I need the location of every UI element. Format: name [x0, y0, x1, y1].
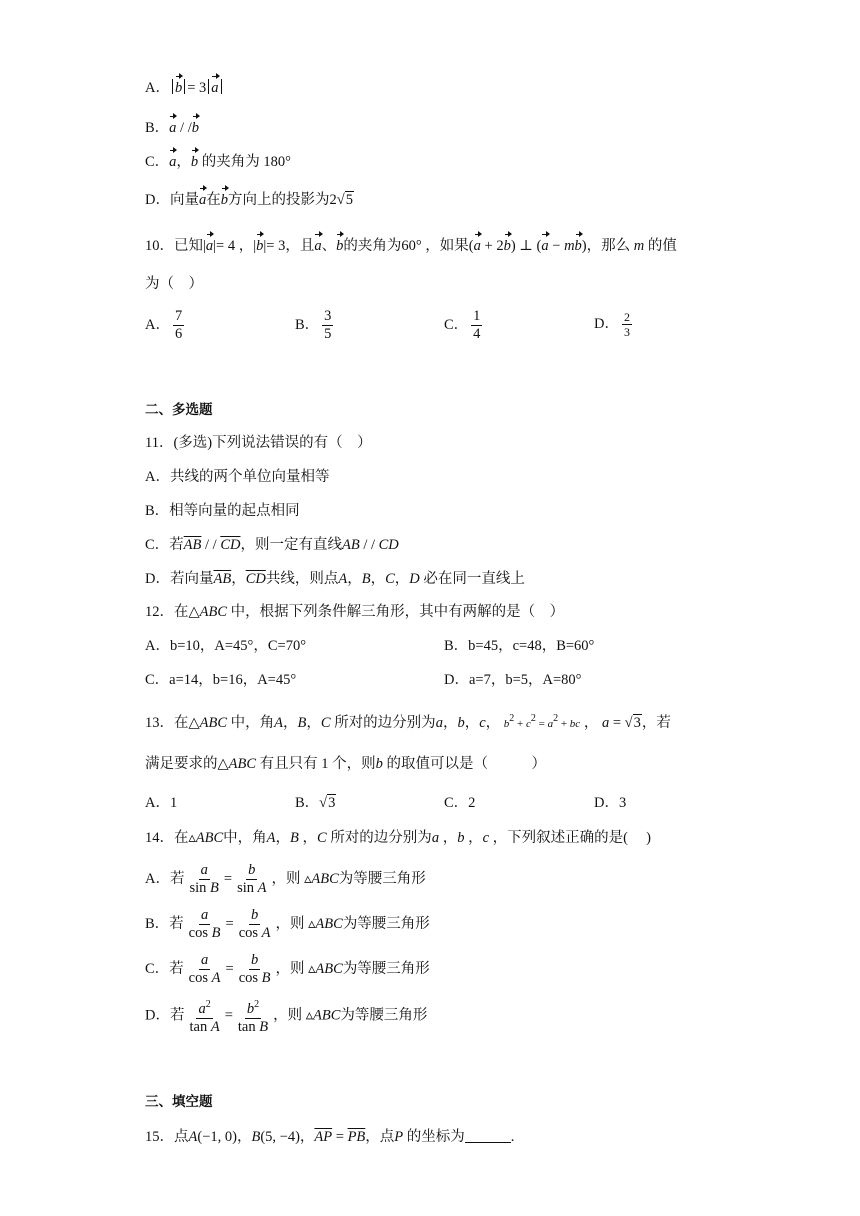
- q13-stem-line2: 满足要求的△ABC 有且只有 1 个，则b 的取值可以是（ ）: [145, 756, 547, 772]
- q9-option-d: D．向量a在b方向上的投影为2√5: [145, 192, 353, 208]
- q14-option-b: B．若 $\frac{a}{\text{cos B}}$ = $\frac{b}{\text{cos A}}$ ，则 ▵ABC为等腰三角形: [145, 907, 430, 942]
- q9-option-b: B．a / /b: [145, 120, 199, 136]
- q11-option-b: B．相等向量的起点相同: [145, 503, 300, 519]
- section-heading-multiple-choice: 二、多选题: [145, 402, 213, 418]
- q10-stem-line1: 10．已知|a|= 4 ，|b|= 3，且a、b的夹角为60° ，如果(a + 2b) ⊥ (a − mb)，那么 m 的值: [145, 238, 677, 254]
- q10-option-c: C． $\frac{1}{4}$: [444, 308, 481, 342]
- q12-option-b: B．b=45，c=48，B=60°: [444, 638, 595, 654]
- q11-option-c: C．若$\overline{AB}$ / / $\overline{CD}$，则一定有直线AB / / CD: [145, 537, 399, 553]
- q13-option-d: D．3: [594, 795, 627, 811]
- q11-option-a: A．共线的两个单位向量相等: [145, 469, 330, 485]
- q14-option-c: C．若 $\frac{a}{\text{cos A}}$ = $\frac{b}{\text{cos B}}$ ，则 ▵ABC为等腰三角形: [145, 952, 430, 987]
- q14-option-a: A．若 $\frac{a}{\text{sin B}}$ = $\frac{b}{\text{sin A}}$ ，则 ▵ABC为等腰三角形: [145, 862, 426, 897]
- q13-option-b: B．√3: [295, 795, 336, 811]
- q12-option-d: D．a=7，b=5，A=80°: [444, 672, 582, 688]
- section-heading-fill-in: 三、填空题: [145, 1094, 213, 1110]
- q10-option-b: B． $\frac{3}{5}$: [295, 308, 332, 342]
- q9-option-c: C．a，b 的夹角为 180°: [145, 154, 291, 170]
- q12-option-a: A．b=10，A=45°，C=70°: [145, 638, 306, 654]
- q14-option-d: D．若 $\frac{a^2}{\text{tan A}}$ = $\frac{b^2}{\text{tan B}}$ ，则 ▵ABC为等腰三角形: [145, 996, 427, 1036]
- q10-stem-line2: 为（ ）: [145, 276, 203, 292]
- q10-option-d: D． $\frac{2}{3}$: [594, 310, 630, 339]
- q11-option-d: D．若向量$\overline{AB}$，$\overline{CD}$共线，则点A，B，C，D 必在同一直线上: [145, 571, 525, 587]
- q11-stem: 11．(多选)下列说法错误的有（ ）: [145, 435, 372, 451]
- q10-option-a: A． $\frac{7}{6}$: [145, 308, 183, 342]
- q14-stem: 14．在▵ABC中，角A，B ，C 所对的边分别为a ，b ，c ，下列叙述正确的是( ): [145, 830, 651, 846]
- q12-stem: 12．在△ABC 中，根据下列条件解三角形，其中有两解的是（ ）: [145, 604, 565, 620]
- q12-option-c: C．a=14，b=16，A=45°: [145, 672, 297, 688]
- q13-stem-line1: 13．在△ABC 中，角A，B，C 所对的边分别为a，b，c， $b^2 + c^2 = a^2$ + bc ， a = √3，若: [145, 713, 671, 731]
- q9-option-a: A． b = 3 a: [145, 78, 224, 98]
- q15-stem: 15．点A(−1, 0)，B(5, −4)，$\overline{AP} = \overline{PB}$，点P 的坐标为 .: [145, 1129, 515, 1145]
- q13-option-c: C．2: [444, 795, 476, 811]
- q13-option-a: A．1: [145, 795, 178, 811]
- answer-blank[interactable]: [465, 1128, 511, 1143]
